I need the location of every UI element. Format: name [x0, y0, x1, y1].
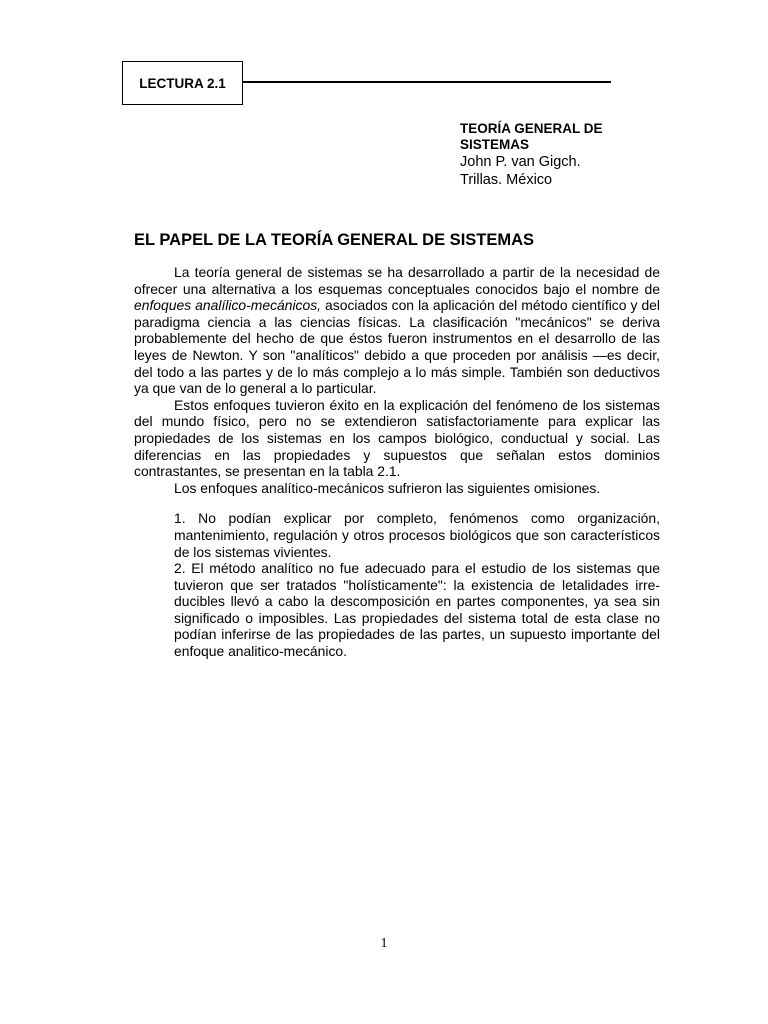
paragraph-1-start: La teoría general de sistemas se ha desarrollado a partir de la necesidad de ofrecer una alternativa a los esquemas conceptuales conocidos bajo el nombre de — [134, 264, 660, 297]
source-publisher: Trillas. México — [460, 172, 553, 188]
paragraph-3: Los enfoques analítico-mecánicos sufrieron las siguientes omisiones. — [174, 479, 601, 496]
paragraph-1-end: asociados con la aplicación del método científico y del paradigma ciencia a las ciencias físicas. La clasificación "mecánicos" se deriva probablemente del hecho de que éstos fueron instrumentos en el desarrollo de las leyes de Newton. Y son "analíticos" debido a que proceden por análisis —es decir, del todo a las partes y de lo más complejo a lo más simple. También son deductivos ya que van de lo general a lo particular. — [134, 297, 660, 397]
omission-item-2: 2. El método analítico no fue adecuado para el estudio de los sistemas que tuvieron que ser tratados "holísticamente": la existencia de letalidades irre-ducibles llevó a cabo la descomposición en partes componentes, ya sea sin significado o imposibles. Las propiedades del sistema total de esta clase no podían inferirse de las propiedades de las partes, un supuesto importante del enfoque analitico-mecánico. — [174, 560, 660, 660]
section-heading: EL PAPEL DE LA TEORÍA GENERAL DE SISTEMAS — [134, 231, 535, 249]
page-number: 1 — [380, 936, 388, 951]
source-reference — [460, 121, 660, 189]
omission-item-1: 1. No podían explicar por completo, fenómenos como organización, mantenimiento, regulación y otros procesos biológicos que son característicos de los sistemas vivientes. — [174, 510, 660, 560]
paragraph-1-italic-term: enfoques analílico-mecánicos, — [134, 297, 322, 314]
body-text — [134, 264, 660, 660]
lectura-label: LECTURA 2.1 — [139, 75, 226, 91]
header-rule — [243, 81, 611, 83]
source-title: TEORÍA GENERAL DE SISTEMAS — [460, 121, 603, 152]
paragraph-1 — [134, 264, 660, 397]
source-author: John P. van Gigch. — [460, 154, 581, 170]
paragraph-2: Estos enfoques tuvieron éxito en la explicación del fenómeno de los sistemas del mundo físico, pero no se extendieron satisfactoriamente para explicar las propiedades de los sistemas en los campos biológico, conductual y social. Las diferencias en las propiedades y supuestos que señalan estos dominios contrastantes, se presentan en la tabla 2.1. — [134, 396, 660, 480]
lectura-label-box — [122, 61, 243, 105]
omissions-list — [174, 510, 660, 659]
